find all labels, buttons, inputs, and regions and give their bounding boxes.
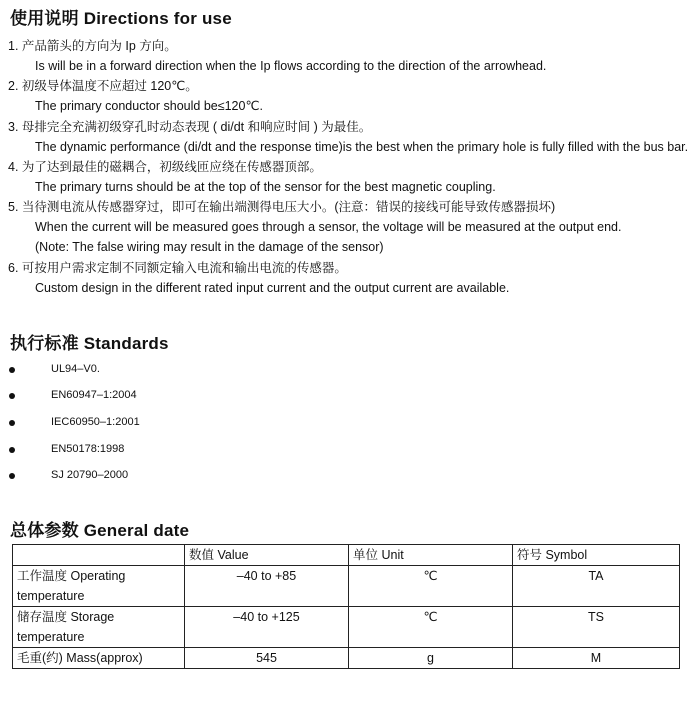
bullet-icon: [9, 473, 15, 479]
standard-item: EN60947–1:2004: [51, 389, 137, 401]
table-row: [13, 648, 680, 669]
param-name-line2: temperature: [17, 630, 85, 644]
general-heading: 总体参数 General date: [10, 521, 190, 540]
param-symbol: M: [513, 648, 680, 669]
param-name-line1: 工作温度 Operating: [17, 569, 126, 583]
param-name-line2: temperature: [17, 589, 85, 603]
param-name-line1: 储存温度 Storage: [17, 610, 115, 624]
param-value: 545: [185, 648, 349, 669]
direction-4-en: The primary turns should be at the top of the sensor for the best magnetic coupling.: [35, 180, 496, 194]
param-unit: ℃: [349, 566, 513, 607]
param-name: [13, 607, 185, 648]
param-unit: g: [349, 648, 513, 669]
direction-6-zh: 6. 可按用户需求定制不同额定输入电流和输出电流的传感器。: [8, 261, 347, 275]
bullet-icon: [9, 420, 15, 426]
param-name: [13, 566, 185, 607]
general-parameters-table: [12, 544, 680, 669]
direction-1-zh: 1. 产品箭头的方向为 Ip 方向。: [8, 39, 177, 53]
header-unit: 单位 Unit: [349, 545, 513, 566]
table-row: [13, 607, 680, 648]
bullet-icon: [9, 367, 15, 373]
param-name: 毛重(约) Mass(approx): [13, 648, 185, 669]
param-symbol: TA: [513, 566, 680, 607]
direction-5-note: (Note: The false wiring may result in the damage of the sensor): [35, 240, 384, 254]
direction-1-en: Is will be in a forward direction when the Ip flows according to the direction of the arrowhead.: [35, 59, 547, 73]
direction-5-en: When the current will be measured goes through a sensor, the voltage will be measured at the output end.: [35, 220, 622, 234]
bullet-icon: [9, 447, 15, 453]
param-unit: ℃: [349, 607, 513, 648]
standard-item: UL94–V0.: [51, 363, 100, 375]
direction-3-en: The dynamic performance (di/dt and the response time)is the best when the primary hole is fully filled with the bus bar.: [35, 140, 689, 154]
header-value: 数值 Value: [185, 545, 349, 566]
param-value: –40 to +125: [185, 607, 349, 648]
direction-6-en: Custom design in the different rated input current and the output current are available.: [35, 281, 510, 295]
table-header-row: [13, 545, 680, 566]
standard-item: IEC60950–1:2001: [51, 416, 140, 428]
param-value: –40 to +85: [185, 566, 349, 607]
standard-item: EN50178:1998: [51, 443, 125, 455]
param-symbol: TS: [513, 607, 680, 648]
table-row: [13, 566, 680, 607]
standards-heading: 执行标准 Standards: [10, 334, 169, 353]
header-blank: [13, 545, 185, 566]
direction-2-en: The primary conductor should be≤120℃.: [35, 99, 263, 113]
direction-3-zh: 3. 母排完全充满初级穿孔时动态表现 ( di/dt 和响应时间 ) 为最佳。: [8, 120, 372, 134]
direction-4-zh: 4. 为了达到最佳的磁耦合，初级线匝应绕在传感器顶部。: [8, 160, 322, 174]
bullet-icon: [9, 393, 15, 399]
direction-5-zh: 5. 当待测电流从传感器穿过，即可在输出端测得电压大小。(注意：错误的接线可能导致传感器损坏): [8, 200, 556, 214]
standard-item: SJ 20790–2000: [51, 469, 129, 481]
direction-2-zh: 2. 初级导体温度不应超过 120℃。: [8, 79, 198, 93]
header-symbol: 符号 Symbol: [513, 545, 680, 566]
directions-heading: 使用说明 Directions for use: [10, 9, 232, 28]
